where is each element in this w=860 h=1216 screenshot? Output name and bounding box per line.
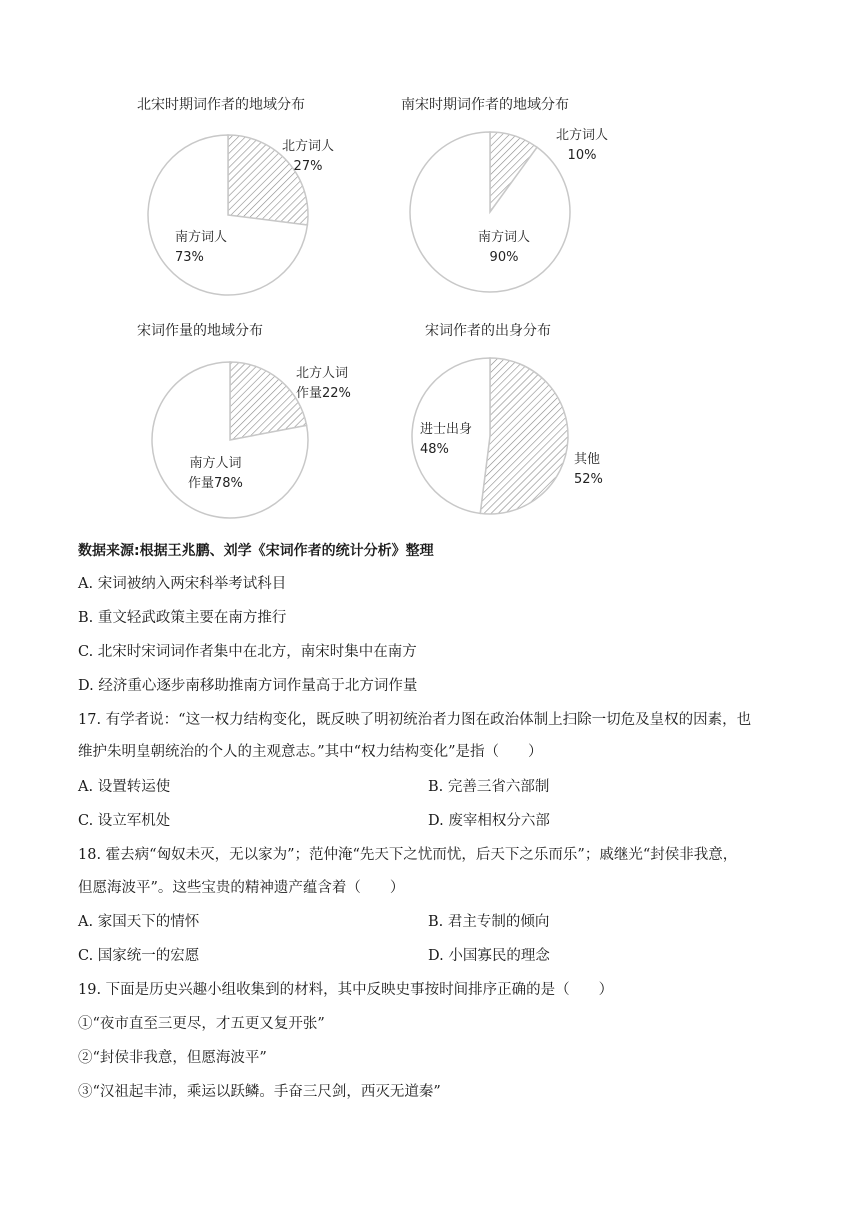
slice-label-jinshi: 进士出身 48% (420, 422, 473, 457)
pie-slice-0 (480, 358, 568, 514)
chart-title: 宋词作量的地域分布 (137, 323, 263, 339)
q18-option-d: D. 小国寡民的理念 (428, 948, 550, 964)
q17-option-b: B. 完善三省六部制 (428, 779, 550, 795)
chart-title: 南宋时期词作者的地域分布 (401, 97, 569, 113)
q18-stem-line1: 18. 霍去病“匈奴未灭，无以家为”；范仲淹“先天下之忧而忧，后天下之乐而乐”；戚继光“封侯非我意， (78, 847, 738, 863)
q19-item-3: ③“汉祖起丰沛，乘运以跃鳞。手奋三尺剑，西灭无道秦” (78, 1084, 441, 1100)
data-source-note: 数据来源:根据王兆鹏、刘学《宋词作者的统计分析》整理 (78, 543, 434, 559)
q18-stem-line2: 但愿海波平”。这些宝贵的精神遗产蕴含着（ ） (78, 880, 405, 896)
q16-option-d: D. 经济重心逐步南移助推南方词作量高于北方词作量 (78, 678, 418, 694)
chart-title: 北宋时期词作者的地域分布 (137, 97, 305, 113)
q19-item-1: ①“夜市直至三更尽，才五更又复开张” (78, 1016, 325, 1032)
slice-label-north: 北方词人 10% (556, 128, 609, 163)
q19-item-2: ②“封侯非我意，但愿海波平” (78, 1050, 267, 1066)
slice-label-north: 北方词人 27% (282, 139, 335, 174)
q17-option-d: D. 废宰相权分六部 (428, 813, 550, 829)
q18-option-a: A. 家国天下的情怀 (78, 914, 200, 930)
q17-option-c: C. 设立军机处 (78, 813, 171, 829)
chart-title: 宋词作者的出身分布 (425, 323, 551, 339)
q16-option-b: B. 重文轻武政策主要在南方推行 (78, 610, 287, 626)
q17-stem-line2: 维护朱明皇朝统治的个人的主观意志。”其中“权力结构变化”是指（ ） (78, 744, 543, 760)
q17-stem-line1: 17. 有学者说：“这一权力结构变化，既反映了明初统治者力图在政治体制上扫除一切危及皇权的因素，也 (78, 712, 752, 728)
q17-option-a: A. 设置转运使 (78, 779, 171, 795)
slice-label-other: 其他 52% (574, 452, 603, 487)
slice-label-south: 南方人词 作量78% (188, 456, 243, 491)
q18-option-b: B. 君主专制的倾向 (428, 914, 550, 930)
q19-stem: 19. 下面是历史兴趣小组收集到的材料，其中反映史事按时间排序正确的是（ ） (78, 982, 614, 998)
slice-label-south: 南方词人 73% (175, 230, 228, 265)
slice-label-north: 北方人词 作量22% (296, 366, 351, 401)
q16-option-a: A. 宋词被纳入两宋科举考试科目 (78, 576, 287, 592)
q18-option-c: C. 国家统一的宏愿 (78, 948, 200, 964)
slice-label-south: 南方词人 90% (478, 230, 531, 265)
q16-option-c: C. 北宋时宋词词作者集中在北方，南宋时集中在南方 (78, 644, 417, 660)
